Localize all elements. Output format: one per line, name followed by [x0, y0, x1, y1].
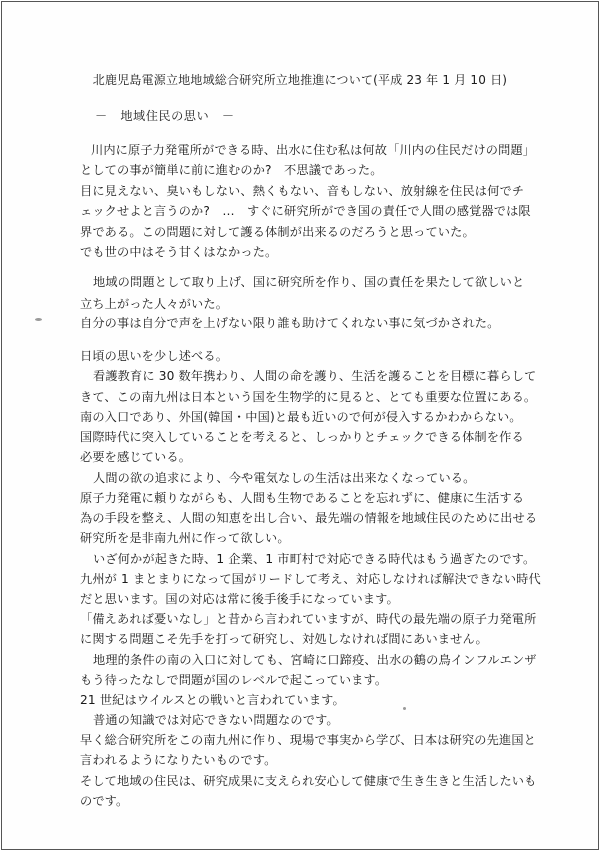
- text-line: いざ何かが起きた時、1 企業、1 市町村で対応できる時代はもう過ぎたのです。: [93, 552, 536, 566]
- text-line: 日頃の思いを少し述べる。: [80, 349, 229, 363]
- text-line: 九州が 1 まとまりになって国がリードして考え、対応しなければ解決できない時代: [80, 572, 541, 586]
- text-line: 研究所を是非南九州に作って欲しい。: [80, 531, 290, 545]
- text-line: もう待ったなしで問題が国のレベルで起こっています。: [80, 673, 388, 687]
- text-line: 原子力発電に頼りながらも、人間も生物であることを忘れずに、健康に生活する: [80, 491, 525, 505]
- text-line: 自分の事は自分で声を上げない限り誰も助けてくれない事に気づかされた。: [80, 316, 500, 330]
- text-line: ェックせよと言うのか? … すぐに研究所ができ国の責任で人間の感覚器では限: [80, 204, 531, 218]
- text-line: そして地域の住民は、研究成果に支えられ安心して健康で生き生きと生活したいも: [80, 774, 537, 788]
- text-line: 南の入口であり、外国(韓国・中国)と最も近いので何が侵入するかわからない。: [80, 410, 522, 424]
- text-line: 普通の知識では対応できない問題なのです。: [93, 713, 339, 727]
- text-line: 地理的条件の南の入口に対しても、宮崎に口蹄疫、出水の鶴の鳥インフルエンザ: [93, 653, 537, 667]
- text-line: 為の手段を整え、人間の知恵を出し合い、最先端の情報を地域住民のために出せる: [80, 511, 538, 525]
- text-line: 「備えあれば憂いなし」と昔から言われていますが、時代の最先端の原子力発電所: [80, 612, 537, 626]
- text-line: 言われるようになりたいものです。: [80, 753, 277, 767]
- text-line: きて、この南九州は日本という国を生物学的に見ると、とても重要な位置にある。: [80, 390, 537, 404]
- text-line: 川内に原子力発電所ができる時、出水に住む私は何故「川内の住民だけの問題」: [91, 143, 536, 157]
- text-line: 必要を感じている。: [80, 450, 192, 464]
- text-line: 目に見えない、臭いもしない、熱くもない、音もしない、放射線を住民は何でチ: [80, 184, 525, 198]
- text-line: 地域の問題として取り上げ、国に研究所を作り、国の責任を果たして欲しいと: [93, 275, 525, 289]
- document-body: [2, 2, 598, 849]
- document-title: 北鹿児島電源立地地域総合研究所立地推進について(平成 23 年 1 月 10 日): [92, 73, 508, 87]
- text-line: としての事が簡単に前に進むのか? 不思議であった。: [80, 163, 383, 177]
- scan-mark: [35, 318, 42, 321]
- text-line: でも世の中はそう甘くはなかった。: [80, 245, 278, 259]
- text-line: 界である。この問題に対して護る体制が出来るのだろうと思っていた。: [80, 225, 475, 239]
- text-line: 看護教育に 30 数年携わり、人間の命を護り、生活を護ることを目標に暮らして: [93, 369, 537, 383]
- text-line: だと思います。国の対応は常に後手後手になっています。: [80, 592, 399, 606]
- text-line: 国際時代に突入していることを考えると、しっかりとチェックできる体制を作る: [80, 430, 524, 444]
- document-page: [1, 1, 599, 850]
- text-line: 早く総合研究所をこの南九州に作り、現場で事実から学び、日本は研究の先進国と: [80, 733, 536, 747]
- text-line: 立ち上がった人々がいた。: [80, 297, 229, 311]
- text-line: 人間の欲の追求により、今や電気なしの生活は出来なくなっている。: [93, 471, 476, 485]
- section-heading: － 地域住民の思い －: [95, 109, 235, 123]
- text-line: のです。: [80, 794, 129, 808]
- text-line: 21 世紀はウイルスとの戦いと言われています。: [80, 693, 345, 707]
- scan-mark: [403, 707, 406, 710]
- text-line: に関する問題こそ先手を打って研究し、対処しなければ間にあいません。: [80, 632, 488, 646]
